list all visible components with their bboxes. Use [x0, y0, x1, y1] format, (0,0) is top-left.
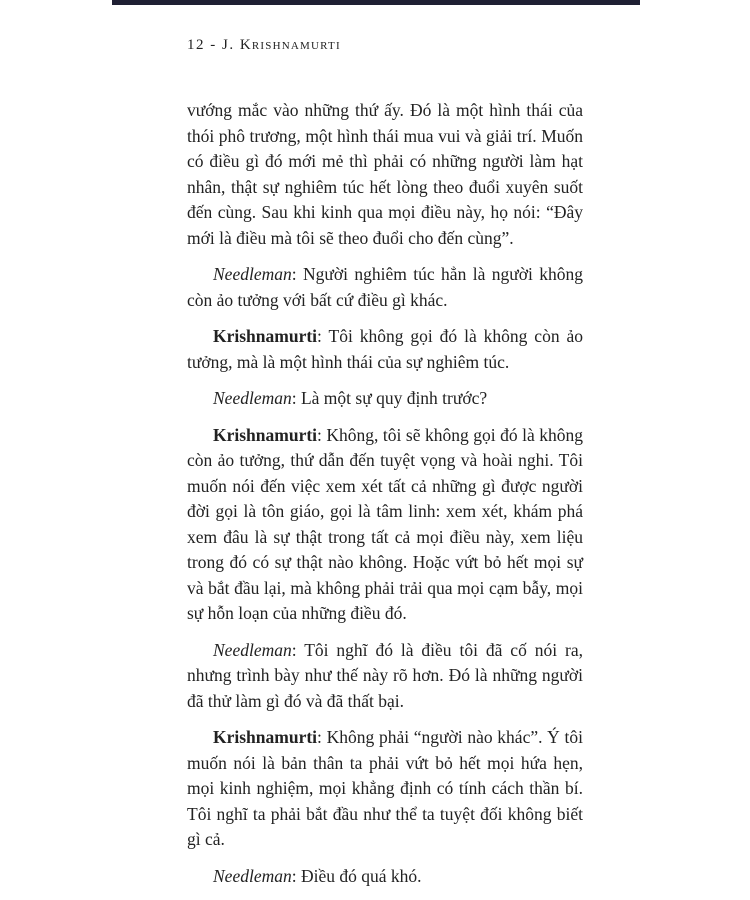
dialogue-paragraph [187, 423, 583, 627]
paragraph-text: : Tôi không gọi đó là không còn ảo tưởng, mà là một hình thái của sự nghiêm túc. [187, 326, 583, 372]
running-header [187, 37, 341, 54]
paragraph-text: : Điều đó quá khó. [291, 865, 422, 886]
speaker-name: Krishnamurti [213, 326, 318, 346]
paragraph-text: : Người nghiêm túc hẳn là người không còn ảo tưởng với bất cứ điều gì khác. [187, 264, 583, 310]
header-separator: - [210, 37, 217, 53]
speaker-name: Needleman [213, 639, 292, 660]
dialogue-paragraph [187, 864, 583, 890]
speaker-name: Krishnamurti [213, 727, 318, 747]
page-number: 12 [187, 37, 205, 53]
paragraph-continuation [187, 98, 583, 251]
speaker-name: Krishnamurti [213, 424, 318, 445]
paragraph-text: : Tôi nghĩ đó là điều tôi đã cố nói ra, nhưng trình bày như thế này rõ hơn. Đó là những người đã thử làm gì đó và đã thất bại. [187, 639, 583, 711]
dialogue-paragraph [187, 262, 583, 313]
author-surname: Krishnamurti [239, 37, 341, 53]
dialogue-paragraph [187, 638, 583, 715]
dialogue-paragraph [187, 386, 583, 412]
speaker-name: Needleman [213, 865, 292, 886]
paragraph-text: : Không, tôi sẽ không gọi đó là không còn ảo tưởng, thứ dẫn đến tuyệt vọng và hoài nghi. Tôi muốn nói đến việc xem xét tất cả những gì được người đời gọi là tôn giáo, gọi là tâm linh: xem xét, khám phá xem đâu là sự thật trong tất cả mọi điều này, xem liệu trong đó có sự thật nào không. Hoặc vứt bỏ hết mọi sự và bắt đầu lại, mà không phải trải qua mọi cạm bẫy, mọi sự hỗn loạn của những điều đó. [187, 424, 583, 623]
author-initial: J. [222, 37, 235, 53]
paragraph-text: vướng mắc vào những thứ ấy. Đó là một hình thái của thói phô trương, một hình thái mua vui và giải trí. Muốn có điều gì đó mới mẻ thì phải có những người làm hạt nhân, thật sự nghiêm túc hết lòng theo đuổi xuyên suốt đến cùng. Sau khi kinh qua mọi điều này, họ nói: “Đây mới là điều mà tôi sẽ theo đuổi cho đến cùng”. [187, 100, 583, 248]
top-border-rule [112, 0, 640, 5]
dialogue-paragraph [187, 324, 583, 375]
speaker-name: Needleman [213, 264, 292, 284]
paragraph-text: : Không phải “người nào khác”. Ý tôi muốn nói là bản thân ta phải vứt bỏ hết mọi hứa hẹn, mọi kinh nghiệm, mọi khẳng định có tính cách thần bí. Tôi nghĩ ta phải bắt đầu như thể ta tuyệt đối không biết gì cả. [187, 727, 583, 849]
dialogue-paragraph [187, 725, 583, 853]
body-text [187, 98, 583, 900]
speaker-name: Needleman [213, 388, 292, 408]
paragraph-text: : Là một sự quy định trước? [291, 388, 488, 408]
